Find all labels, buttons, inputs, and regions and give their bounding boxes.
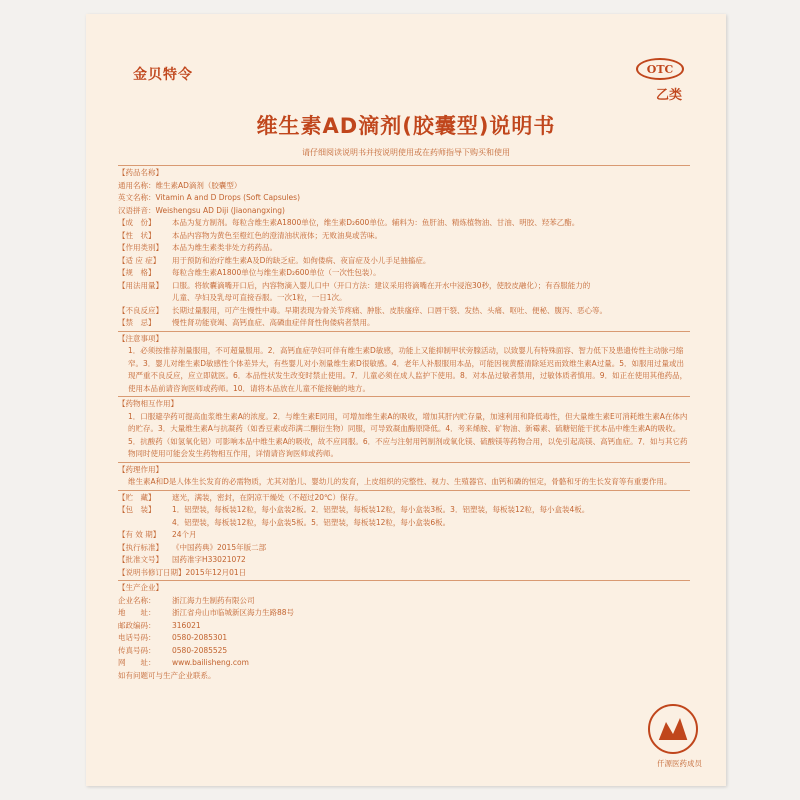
row-key: 【性 状】 [118,230,156,240]
info-row [118,217,690,230]
row-key: 【用法用量】 [118,280,163,290]
info-row [118,255,690,268]
pinyin-name [118,205,690,218]
info-row [118,529,690,542]
row-value: 《中国药典》2015年版二部 [172,542,267,552]
row-value: 24个月 [172,530,197,539]
info-row [118,230,690,243]
package-row [118,504,690,517]
row-value: 遮光，满装，密封，在阴凉干燥处（不超过20℃）保存。 [172,492,363,502]
package-row-2 [118,517,690,530]
info-row [118,567,690,580]
interaction-text: 1．口服避孕药可提高血浆维生素A的浓度。2．与维生素E同用，可增加维生素A的吸收，增加其肝内贮存量，加速利用和降低毒性，但大量维生素E可消耗维生素A在体内的贮存。3．大量维生素A与抗凝药（如香豆素或茚满二酮衍生物）同服，可导致凝血酶原降低。4．考来烯胺、矿物油、新霉素、硫糖铝能干扰本品中维生素A的吸收。5．抗酸药（如氢氧化铝）可影响本品中维生素A的吸收，故不应同服。6．不应与注射用钙制剂或氧化镁、硫酸镁等药物合用，以免引起高镁、高钙血症。7．如与其它药物同时使用可能会发生药物相互作用，详情请咨询医师或药师。 [128,411,688,458]
contact-note [118,670,690,683]
row-key: 【作用类别】 [118,243,163,252]
interaction-header [118,398,690,411]
english-name-text: 英文名称：Vitamin A and D Drops (Soft Capsules) [118,193,301,202]
divider [118,462,690,463]
info-row [118,632,690,645]
info-row [118,542,690,555]
row-key: 【成 份】 [118,218,156,227]
caution-header [118,333,690,346]
info-row [118,554,690,567]
row-key: 【不良反应】 [118,305,163,315]
logo-caption: 仟源医药成员 [657,759,702,768]
row-key: 【包 装】 [118,505,156,514]
document-subtitle: 请仔细阅读说明书并按说明使用或在药师指导下购买和使用 [302,148,510,157]
row-key: 【说明书修订日期】 [118,567,186,577]
row-value: 0580-2085301 [172,633,228,642]
divider [118,490,690,491]
info-rows [118,217,690,330]
divider [118,165,690,166]
section-header: 【药理作用】 [118,464,163,474]
company-header [118,582,690,595]
section-header: 【生产企业】 [118,583,163,592]
row-key: 【适 应 症】 [118,255,161,265]
info-row [118,242,690,255]
row-key: 电话号码： [118,633,156,642]
row-key: 【有 效 期】 [118,530,161,539]
row-key: 传真号码： [118,645,156,655]
instruction-body [118,164,690,682]
info-row [118,317,690,330]
divider [118,580,690,581]
row-key: 邮政编码： [118,620,156,630]
row-value: 本品为维生素类非处方药药品。 [172,243,277,252]
row-key: 【禁 忌】 [118,318,156,327]
row-key-empty [118,517,172,530]
otc-class-label: 乙类 [655,88,682,103]
info-row [118,595,690,608]
brand-logo-text: 金贝特令 [133,67,193,83]
storage-row [118,492,690,505]
row-value: 儿童、孕妇及乳母可直接吞服。一次1粒，一日1次。 [172,293,347,302]
row-key: 【批准文号】 [118,555,163,564]
row-key: 企业名称： [118,595,156,605]
action-text: 维生素A和D是人体生长发育的必需物质，尤其对胎儿、婴幼儿的发育，上皮组织的完整性、视力、生殖器官、血钙和磷的恒定，骨骼和牙的生长发育等有重要作用。 [128,477,672,486]
row-value: 长期过量服用，可产生慢性中毒。早期表现为骨关节疼痛、肿胀、皮肤瘙痒、口唇干裂、发热、头痛、呕吐、便秘、腹泻、恶心等。 [172,305,607,315]
company-rows [118,595,690,670]
row-key: 【规 格】 [118,268,156,277]
row-value: 用于预防和治疗维生素A及D的缺乏症。如佝偻病、夜盲症及小儿手足抽搐症。 [172,255,431,265]
info-row [118,645,690,658]
row-value: 本品内容物为黄色至橙红色的澄清油状液体；无败油臭或苦味。 [172,230,382,240]
row-key: 【贮 藏】 [118,492,156,502]
info-row [118,620,690,633]
row-value: 2015年12月01日 [185,567,247,577]
tail-rows [118,529,690,579]
generic-name-text: 通用名称：维生素AD滴剂（胶囊型） [118,180,242,190]
english-name [118,192,690,205]
row-value: 本品为复方制剂。每粒含维生素A1800单位，维生素D₂600单位。辅料为：鱼肝油、精炼植物油、甘油、明胶、羟苯乙酯。 [172,218,580,227]
document-title: 维生素AD滴剂(胶囊型)说明书 [256,114,556,138]
row-key: 地 址： [118,608,156,617]
section-header: 【药物相互作用】 [118,399,178,408]
section-header: 【注意事项】 [118,333,163,343]
info-row [118,305,690,318]
row-key [118,292,172,305]
generic-name [118,180,690,193]
action-header [118,464,690,477]
caution-text: 1．必须按推荐剂量服用，不可超量服用。2．高钙血症孕妇可伴有维生素D敏感，功能上又能抑制甲状旁腺活动，以致婴儿有特殊面容、智力低下及患遗传性主动脉弓缩窄。3．婴儿对维生素D敏感性个体差异大，有些婴儿对小剂量维生素D很敏感。4．老年人补服服用本品，可能因视黄醛清除延迟而致维生素A过量。5．如服用过量或出现严重不良反应，应立即就医。6．本品性状发生改变时禁止使用。7．儿童必须在成人监护下使用。8．对本品过敏者禁用，过敏体质者慎用。9．如正在使用其他药品，使用本品前请咨询医师或药师。10．请将本品放在儿童不能接触的地方。 [128,346,688,393]
row-value: 浙江海力生制药有限公司 [172,595,255,605]
company-logo-icon [648,704,698,754]
logo-mark-icon [656,714,690,744]
row-key: 网 址： [118,658,156,667]
info-row [118,292,690,305]
info-row [118,267,690,280]
row-value: 每粒含维生素A1800单位与维生素D₂600单位（一次性包装）。 [172,268,381,277]
section-header: 【药品名称】 [118,168,163,177]
row-value: 慢性肾功能衰竭、高钙血症、高磷血症伴肾性佝偻病者禁用。 [172,318,375,327]
otc-badge: OTC [636,58,684,80]
info-row [118,607,690,620]
row-value: 4．铝塑装，每板装12粒，每小盒装5板。5．铝塑装，每板装12粒，每小盒装6板。 [172,517,451,527]
row-value: 国药准字H33021072 [172,555,246,564]
row-value: www.bailisheng.com [172,658,249,667]
info-row [118,657,690,670]
row-value: 316021 [172,620,201,630]
row-value: 口服。将软囊滴嘴开口后，内容物滴入婴儿口中（开口方法：建议采用将滴嘴在开水中浸泡30秒，使胶皮融化）；有吞服能力的 [172,280,591,290]
row-key: 【执行标准】 [118,542,163,552]
instruction-sheet [86,14,726,786]
pinyin-name-text: 汉语拼音：Weishengsu AD Diji (Jiaonangxing) [118,205,285,215]
contact-note-text: 如有问题可与生产企业联系。 [118,670,216,680]
row-value: 1．铝塑装，每板装12粒，每小盒装2板。2．铝塑装，每板装12粒，每小盒装3板。3．铝塑装，每板装12粒，每小盒装4板。 [172,505,590,514]
name-header [118,167,690,180]
divider [118,331,690,332]
divider [118,396,690,397]
row-value: 0580-2085525 [172,645,228,655]
info-row [118,280,690,293]
row-value: 浙江省舟山市临城新区海力生路88号 [172,608,295,617]
